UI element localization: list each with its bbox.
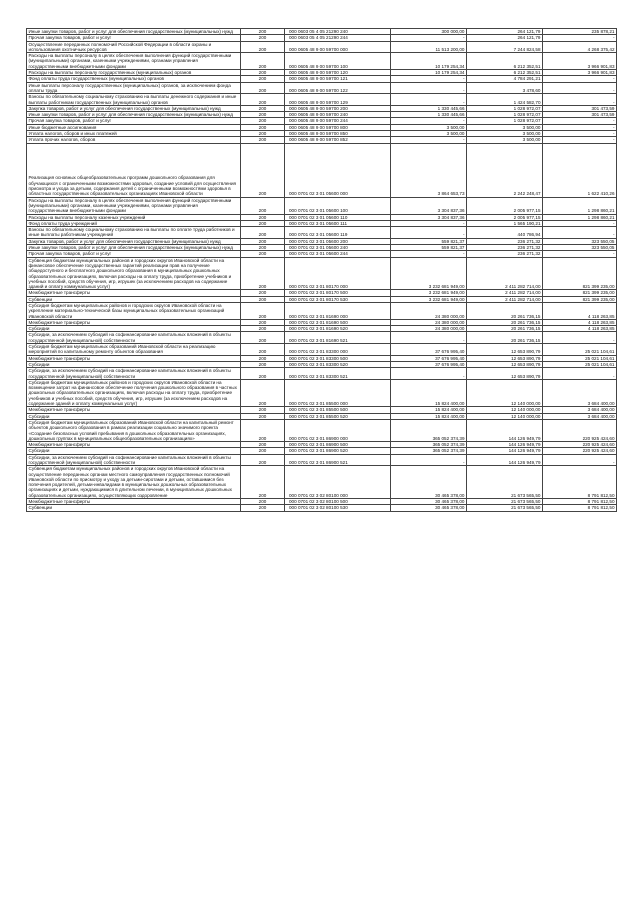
row-rest: 8 791 812,50 [543,499,617,505]
row-name: Осуществление переданных полномочий Российской Федерации в области охраны и использования охотничьих ресурсов [27,41,241,53]
row-exec: 144 126 949,79 [467,419,543,441]
row-code: 200 [241,29,285,35]
row-exec: 12 653 890,79 [467,368,543,380]
row-kbk: 000 0605 48 9 00 59700 129 [285,94,391,106]
row-rest: 220 925 424,60 [543,442,617,448]
row-rest: - [543,124,617,130]
row-name: Субвенции [27,505,241,511]
row-plan: 3 232 681 949,00 [391,257,467,290]
row-code: 200 [241,238,285,244]
row-kbk: 000 0701 02 3 01 81690 520 [285,326,391,332]
row-exec: 12 140 000,00 [467,413,543,419]
row-plan: 3 500,00 [391,124,467,130]
row-exec: 144 126 949,79 [467,448,543,454]
row-exec: 236 271,32 [467,238,543,244]
row-exec: 21 673 565,50 [467,499,543,505]
row-name: Иные бюджетные ассигнования [27,124,241,130]
row-name: Иные закупки товаров, работ и услуг для обеспечения государственных (муниципальных) нужд [27,29,241,35]
row-code: 200 [241,379,285,406]
row-kbk: 000 0701 02 3 02 80100 530 [285,505,391,511]
row-plan: 3 232 681 949,00 [391,290,467,296]
row-rest: - [543,76,617,82]
row-kbk: 000 0701 02 3 01 86900 000 [285,419,391,441]
row-kbk: 000 0605 48 9 00 59700 244 [285,118,391,124]
row-name: Субсидии, за исключением субсидий на софинансирование капитальных вложений в объекты государственной (муниципальной) собственности [27,332,241,344]
row-plan: 15 824 400,00 [391,407,467,413]
row-kbk: 000 0701 02 3 01 81690 521 [285,332,391,344]
row-rest: 1 298 860,21 [543,214,617,220]
row-plan: 559 821,37 [391,245,467,251]
row-name: Субсидии [27,326,241,332]
row-exec: 12 140 000,00 [467,379,543,406]
row-code: 200 [241,448,285,454]
table-row [27,454,617,466]
row-plan: - [391,227,467,239]
row-name: Субсидия бюджетам муниципальных образований Ивановской области на реализацию мероприятий по капитальному ремонту объектов образования [27,344,241,356]
row-plan: 37 676 995,40 [391,344,467,356]
row-plan: - [391,35,467,41]
row-plan: 3 232 681 949,00 [391,296,467,302]
row-exec: 144 126 949,79 [467,454,543,466]
row-rest: - [543,118,617,124]
row-rest: 25 021 104,61 [543,361,617,367]
row-exec: 3 500,00 [467,124,543,130]
row-kbk: 000 0701 02 3 01 05600 000 [285,143,391,197]
row-exec: 236 271,32 [467,251,543,257]
row-kbk: 000 0605 48 9 00 59700 200 [285,105,391,111]
row-plan: - [391,76,467,82]
row-rest: 821 399 235,00 [543,296,617,302]
row-code: 200 [241,70,285,76]
table-row [27,344,617,356]
row-exec: 2 005 977,15 [467,197,543,214]
row-plan: 3 304 837,36 [391,214,467,220]
row-rest: 220 925 424,60 [543,419,617,441]
row-name: Межбюджетные трансферты [27,442,241,448]
row-plan: 11 513 200,00 [391,41,467,53]
row-kbk: 000 0605 48 9 00 59700 240 [285,112,391,118]
row-plan: 559 821,37 [391,238,467,244]
row-kbk: 000 0605 48 9 00 59700 850 [285,131,391,137]
row-rest: - [543,131,617,137]
row-exec: 264 121,79 [467,29,543,35]
row-rest: - [543,220,617,226]
row-plan: 3 500,00 [391,131,467,137]
row-rest: 3 684 400,00 [543,407,617,413]
row-name: Расходы на выплаты персоналу в целях обеспечения выполнения функций государственными (муниципальными) органами, казенными учреждениями, органами управления государственными внебюджетными фондами [27,197,241,214]
row-exec: 2 242 248,47 [467,143,543,197]
row-exec: 20 261 736,15 [467,332,543,344]
row-kbk: 000 0701 02 3 01 86900 500 [285,442,391,448]
row-plan: 1 330 445,66 [391,105,467,111]
table-row [27,466,617,499]
row-plan: - [391,118,467,124]
row-exec: 1 028 972,07 [467,112,543,118]
row-exec: 21 673 565,50 [467,505,543,511]
row-rest: 301 473,59 [543,105,617,111]
row-rest: 3 684 400,00 [543,413,617,419]
row-name: Реализация основных общеобразовательных программ дошкольного образования для обучающихся с ограниченными возможностями здоровья, создание условий для осуществления присмотра и ухода за детьми, содержания детей с ограниченными возможностями здоровья в областных государственных образовательных организациях Ивановской области [27,143,241,197]
row-plan: 3 864 653,73 [391,143,467,197]
row-name: Субсидии [27,448,241,454]
row-code: 200 [241,454,285,466]
table-row [27,53,617,70]
row-plan: - [391,368,467,380]
row-name: Прочая закупка товаров, работ и услуг [27,251,241,257]
row-rest: 301 473,59 [543,112,617,118]
row-exec: 3 478,60 [467,82,543,94]
row-code: 200 [241,53,285,70]
table-row [27,76,617,82]
row-code: 200 [241,124,285,130]
row-exec: 2 411 282 714,00 [467,257,543,290]
row-kbk: 000 0701 02 3 01 80170 530 [285,296,391,302]
row-code: 200 [241,118,285,124]
row-exec: 12 653 890,79 [467,344,543,356]
row-exec: 236 271,32 [467,245,543,251]
row-name: Расходы на выплаты персоналу в целях обеспечения выполнения функций государственными (муниципальными) органами, казенными учреждениями, органами управления государственными внебюджетными фондами [27,53,241,70]
row-code: 200 [241,35,285,41]
row-code: 200 [241,227,285,239]
row-exec: 264 121,79 [467,35,543,41]
table-row [27,419,617,441]
row-name: Субсидии, за исключением субсидий на софинансирование капитальных вложений в объекты государственной (муниципальной) собственности [27,454,241,466]
row-rest: 1 298 860,21 [543,197,617,214]
row-plan: 30 465 378,00 [391,505,467,511]
row-plan: 15 824 400,00 [391,413,467,419]
row-kbk: 000 0701 02 3 01 83300 500 [285,355,391,361]
table-row [27,94,617,106]
row-exec: 12 140 000,00 [467,407,543,413]
row-rest: 8 791 812,50 [543,505,617,511]
row-code: 200 [241,131,285,137]
row-rest: 4 118 263,85 [543,319,617,325]
row-plan: - [391,251,467,257]
row-rest: 821 399 235,00 [543,257,617,290]
row-exec: 440 786,94 [467,227,543,239]
row-exec: 1 028 972,07 [467,105,543,111]
row-exec: 4 784 291,21 [467,76,543,82]
row-plan: - [391,82,467,94]
row-plan: 15 824 400,00 [391,379,467,406]
row-code: 200 [241,326,285,332]
row-kbk: 000 0701 02 3 01 81690 000 [285,302,391,319]
row-code: 200 [241,143,285,197]
row-exec: 2 411 282 714,00 [467,296,543,302]
table-body [27,29,617,512]
table-row [27,143,617,197]
table-row [27,368,617,380]
table-row [27,379,617,406]
row-plan: 37 676 995,40 [391,355,467,361]
row-plan: 300 000,00 [391,29,467,35]
table-row [27,245,617,251]
row-plan: 365 052 374,39 [391,448,467,454]
table-row [27,29,617,35]
row-plan: 365 052 374,39 [391,442,467,448]
row-rest: - [543,368,617,380]
row-exec: 20 261 736,15 [467,302,543,319]
row-name: Субвенции [27,296,241,302]
row-rest: - [543,82,617,94]
row-kbk: 000 0701 02 3 01 85500 520 [285,413,391,419]
row-plan: 30 465 378,00 [391,499,467,505]
row-rest: 220 925 424,60 [543,448,617,454]
row-code: 200 [241,296,285,302]
row-name: Взносы по обязательному социальному страхованию на выплаты по оплате труда работников и иные выплаты работникам учреждений [27,227,241,239]
row-plan: 37 676 995,40 [391,361,467,367]
row-kbk: 000 0605 48 9 00 59700 120 [285,70,391,76]
row-name: Субсидия бюджетам муниципальных районов и городских округов Ивановской области на укрепление материально-технической базы муниципальных образовательных организаций Ивановской области [27,302,241,319]
row-kbk: 000 0605 48 9 00 59700 121 [285,76,391,82]
row-rest: 3 684 400,00 [543,379,617,406]
row-name: Расходы на выплаты персоналу государственных (муниципальных) органов [27,70,241,76]
table-row [27,238,617,244]
row-code: 200 [241,257,285,290]
row-name: Закупка товаров, работ и услуг для обеспечения государственных (муниципальных) нужд [27,105,241,111]
row-rest: 1 622 410,26 [543,143,617,197]
table-row [27,197,617,214]
row-code: 200 [241,505,285,511]
row-code: 200 [241,344,285,356]
row-rest: - [543,35,617,41]
table-row [27,112,617,118]
row-code: 200 [241,319,285,325]
row-code: 200 [241,251,285,257]
row-name: Иные закупки товаров, работ и услуг для обеспечения государственных (муниципальных) нужд [27,245,241,251]
row-plan: - [391,94,467,106]
row-kbk: 000 0605 48 9 00 59700 852 [285,137,391,143]
row-rest: 4 118 263,85 [543,302,617,319]
row-name: Прочая закупка товаров, работ и услуг [27,35,241,41]
row-rest: 235 878,21 [543,29,617,35]
table-row [27,227,617,239]
row-name: Прочая закупка товаров, работ и услуг [27,118,241,124]
row-exec: 1 424 582,70 [467,94,543,106]
table-row [27,332,617,344]
row-kbk: 000 0701 02 3 01 83300 521 [285,368,391,380]
row-kbk: 000 0701 02 3 01 05600 119 [285,227,391,239]
table-row [27,70,617,76]
row-plan: 10 179 254,34 [391,70,467,76]
row-name: Иные выплаты персоналу государственных (муниципальных) органов, за исключением фонда оплаты труда [27,82,241,94]
row-kbk: 000 0701 02 3 01 80170 500 [285,290,391,296]
row-kbk: 000 0701 02 3 01 05600 240 [285,245,391,251]
row-kbk: 000 0605 48 9 00 59700 122 [285,82,391,94]
row-code: 200 [241,499,285,505]
table-row [27,82,617,94]
row-code: 200 [241,82,285,94]
row-name: Взносы по обязательному социальному страхованию на выплаты денежного содержания и иные выплаты работникам государственных (муниципальных) органов [27,94,241,106]
row-code: 200 [241,220,285,226]
row-name: Межбюджетные трансферты [27,290,241,296]
row-exec: 20 261 736,15 [467,319,543,325]
row-rest: - [543,332,617,344]
row-rest: 25 021 104,61 [543,344,617,356]
row-name: Межбюджетные трансферты [27,355,241,361]
row-rest: - [543,137,617,143]
row-exec: 3 500,00 [467,131,543,137]
row-kbk: 000 0605 48 9 00 59700 000 [285,41,391,53]
row-code: 200 [241,197,285,214]
row-rest: 8 791 812,50 [543,466,617,499]
table-row [27,302,617,319]
row-name: Субвенция бюджетам муниципальных районов и городских округов Ивановской области на осуществление переданных органам местного самоуправления государственных полномочий Ивановской области по присмотру и уходу за детьми-сиротами и детьми, оставшимися без попечения родителей, детьми-инвалидами в муниципальных дошкольных образовательных организациях и детьми, нуждающимися в длительном лечении, в муниципальных дошкольных образовательных организациях, осуществляющих оздоровление [27,466,241,499]
row-rest: 4 118 263,85 [543,326,617,332]
row-kbk: 000 0701 02 3 02 80100 500 [285,499,391,505]
row-kbk: 000 0701 02 3 01 81690 500 [285,319,391,325]
row-name: Субсидии [27,413,241,419]
row-name: Межбюджетные трансферты [27,407,241,413]
row-name: Фонд оплаты труда учреждений [27,220,241,226]
row-kbk: 000 0701 02 3 01 86900 520 [285,448,391,454]
row-exec: 6 212 352,51 [467,70,543,76]
row-kbk: 000 0701 02 3 01 05600 111 [285,220,391,226]
row-name: Субсидия бюджетам муниципальных образований Ивановской области на капитальный ремонт объектов дошкольного образования в рамках реализации социально значимого проекта «Создание безопасных условий пребывания в дошкольных образовательных организациях, дошкольных группах в муниципальных общеобразовательных организациях» [27,419,241,441]
row-kbk: 000 0603 05 4 05 21290 244 [285,35,391,41]
row-name: Субвенция бюджетам муниципальных районов и городских округов Ивановской области на финансовое обеспечение государственных гарантий реализации прав на получение общедоступного и бесплатного дошкольного образования в муниципальных дошкольных образовательных организациях, включая расходы на оплату труда, приобретение учебников и учебных пособий, средств обучения, игр, игрушек (за исключением расходов на содержание зданий и оплату коммунальных услуг) [27,257,241,290]
row-rest: 821 399 235,00 [543,290,617,296]
row-kbk: 000 0701 02 3 02 80100 000 [285,466,391,499]
row-kbk: 000 0603 05 4 05 21290 240 [285,29,391,35]
row-name: Закупка товаров, работ и услуг для обеспечения государственных (муниципальных) нужд [27,238,241,244]
row-plan: 365 052 374,39 [391,419,467,441]
row-name: Межбюджетные трансферты [27,319,241,325]
row-code: 200 [241,407,285,413]
table-row [27,505,617,511]
row-code: 200 [241,442,285,448]
row-plan: 24 380 000,00 [391,326,467,332]
row-kbk: 000 0701 02 3 01 05600 244 [285,251,391,257]
row-code: 200 [241,112,285,118]
row-plan: - [391,220,467,226]
row-plan: - [391,454,467,466]
row-rest: 4 268 375,42 [543,41,617,53]
row-name: Межбюджетные трансферты [27,499,241,505]
row-rest: 25 021 104,61 [543,355,617,361]
row-rest: 323 550,05 [543,245,617,251]
row-code: 200 [241,105,285,111]
row-code: 200 [241,368,285,380]
row-name: Субсидии, за исключением субсидий на софинансирование капитальных вложений в объекты государственной (муниципальной) собственности [27,368,241,380]
row-plan: 30 465 378,00 [391,466,467,499]
row-plan: - [391,137,467,143]
row-name: Субсидии [27,361,241,367]
row-exec: 2 411 282 714,00 [467,290,543,296]
row-rest: - [543,94,617,106]
row-exec: 7 244 824,58 [467,41,543,53]
row-name: Иные закупки товаров, работ и услуг для обеспечения государственных (муниципальных) нужд [27,112,241,118]
row-plan: 3 304 837,36 [391,197,467,214]
table-row [27,41,617,53]
row-code: 200 [241,94,285,106]
row-name: Фонд оплаты труда государственных (муниципальных) органов [27,76,241,82]
row-rest: - [543,227,617,239]
row-code: 200 [241,245,285,251]
row-plan: - [391,332,467,344]
row-rest: 323 550,05 [543,238,617,244]
row-kbk: 000 0701 02 3 01 83300 520 [285,361,391,367]
row-kbk: 000 0701 02 3 01 83300 000 [285,344,391,356]
row-plan: 24 380 000,00 [391,319,467,325]
row-code: 200 [241,332,285,344]
row-rest: 3 966 901,83 [543,70,617,76]
row-kbk: 000 0701 02 3 01 85500 000 [285,379,391,406]
row-exec: 1 565 190,21 [467,220,543,226]
row-plan: 1 330 445,66 [391,112,467,118]
row-kbk: 000 0701 02 3 01 86900 521 [285,454,391,466]
row-exec: 1 028 972,07 [467,118,543,124]
row-kbk: 000 0701 02 3 01 80170 000 [285,257,391,290]
row-kbk: 000 0701 02 3 01 05600 100 [285,197,391,214]
row-code: 200 [241,355,285,361]
row-exec: 20 261 736,15 [467,326,543,332]
row-rest: - [543,251,617,257]
row-code: 200 [241,466,285,499]
row-code: 200 [241,41,285,53]
row-name: Уплата налогов, сборов и иных платежей [27,131,241,137]
row-exec: 6 212 352,51 [467,53,543,70]
budget-execution-table [26,28,617,512]
table-row [27,214,617,220]
row-kbk: 000 0701 02 3 01 05600 110 [285,214,391,220]
row-name: Субсидия бюджетам муниципальных районов и городских округов Ивановской области на возмещение затрат на финансовое обеспечение получения дошкольного образования в частных дошкольных образовательных организациях, включая расходы на оплату труда, приобретение учебников и учебных пособий, средств обучения, игр, игрушек (за исключением расходов на содержание зданий и оплату коммунальных услуг) [27,379,241,406]
row-code: 200 [241,413,285,419]
row-name: Расходы на выплаты персоналу казенных учреждений [27,214,241,220]
row-kbk: 000 0701 02 3 01 85500 500 [285,407,391,413]
row-kbk: 000 0605 48 9 00 59700 100 [285,53,391,70]
row-code: 200 [241,214,285,220]
row-kbk: 000 0701 02 3 01 05600 200 [285,238,391,244]
row-exec: 2 005 977,15 [467,214,543,220]
row-exec: 144 126 949,79 [467,442,543,448]
table-row [27,105,617,111]
row-plan: 10 179 254,34 [391,53,467,70]
row-exec: 21 673 565,50 [467,466,543,499]
row-kbk: 000 0605 48 9 00 59700 800 [285,124,391,130]
row-plan: 24 380 000,00 [391,302,467,319]
row-code: 200 [241,290,285,296]
row-code: 200 [241,419,285,441]
row-exec: 3 500,00 [467,137,543,143]
row-exec: 12 653 890,79 [467,361,543,367]
row-code: 200 [241,361,285,367]
row-code: 200 [241,137,285,143]
budget-report-page [26,28,616,512]
row-rest: 3 966 901,83 [543,53,617,70]
row-code: 200 [241,302,285,319]
row-rest: - [543,454,617,466]
table-row [27,257,617,290]
table-row [27,131,617,137]
row-name: Уплата прочих налогов, сборов [27,137,241,143]
row-code: 200 [241,76,285,82]
row-exec: 12 653 890,79 [467,355,543,361]
